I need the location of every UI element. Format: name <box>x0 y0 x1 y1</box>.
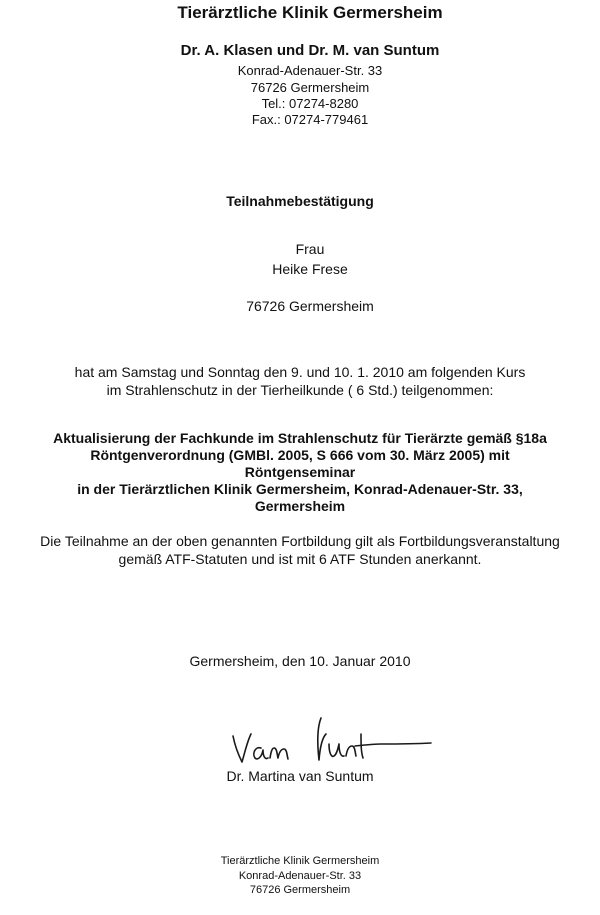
clinic-fax: Fax.: 07274-779461 <box>251 112 369 127</box>
recipient-city: 76726 Germersheim <box>246 298 374 314</box>
course-title-line: Aktualisierung der Fachkunde im Strahlenschutz für Tierärzte gemäß §18a <box>53 430 547 446</box>
clinic-name: Tierärztliche Klinik Germersheim <box>177 3 443 22</box>
recipient-salutation: Frau <box>295 241 325 257</box>
course-title-line: in der Tierärztlichen Klinik Germersheim, Konrad-Adenauer-Str. 33, <box>77 481 523 497</box>
attendance-text-line: im Strahlenschutz in der Tierheilkunde ( 6 Std.) teilgenommen: <box>106 382 494 398</box>
clinic-doctors: Dr. A. Klasen und Dr. M. van Suntum <box>180 42 440 59</box>
recipient-name: Heike Frese <box>272 261 348 277</box>
attendance-text-line: hat am Samstag und Sonntag den 9. und 10. 1. 2010 am folgenden Kurs <box>74 364 526 380</box>
clinic-phone: Tel.: 07274-8280 <box>261 96 359 111</box>
handwritten-signature <box>225 708 435 774</box>
course-title-line: Röntgenseminar <box>244 464 356 480</box>
place-and-date: Germersheim, den 10. Januar 2010 <box>189 653 411 669</box>
document-title: Teilnahmebestätigung <box>226 193 374 209</box>
footer-city: 76726 Germersheim <box>249 884 351 896</box>
clinic-city: 76726 Germersheim <box>250 80 370 95</box>
course-title-line: Röntgenverordnung (GMBl. 2005, S 666 vom 30. März 2005) mit <box>90 447 510 463</box>
recognition-text-line: gemäß ATF-Statuten und ist mit 6 ATF Stunden anerkannt. <box>118 551 482 567</box>
course-title-line: Germersheim <box>254 498 346 514</box>
recognition-text-line: Die Teilnahme an der oben genannten Fortbildung gilt als Fortbildungsveranstaltung <box>40 533 560 549</box>
footer-street: Konrad-Adenauer-Str. 33 <box>238 870 362 882</box>
clinic-street: Konrad-Adenauer-Str. 33 <box>237 63 383 78</box>
footer-clinic-name: Tierärztliche Klinik Germersheim <box>220 855 380 867</box>
signer-name: Dr. Martina van Suntum <box>226 768 374 784</box>
